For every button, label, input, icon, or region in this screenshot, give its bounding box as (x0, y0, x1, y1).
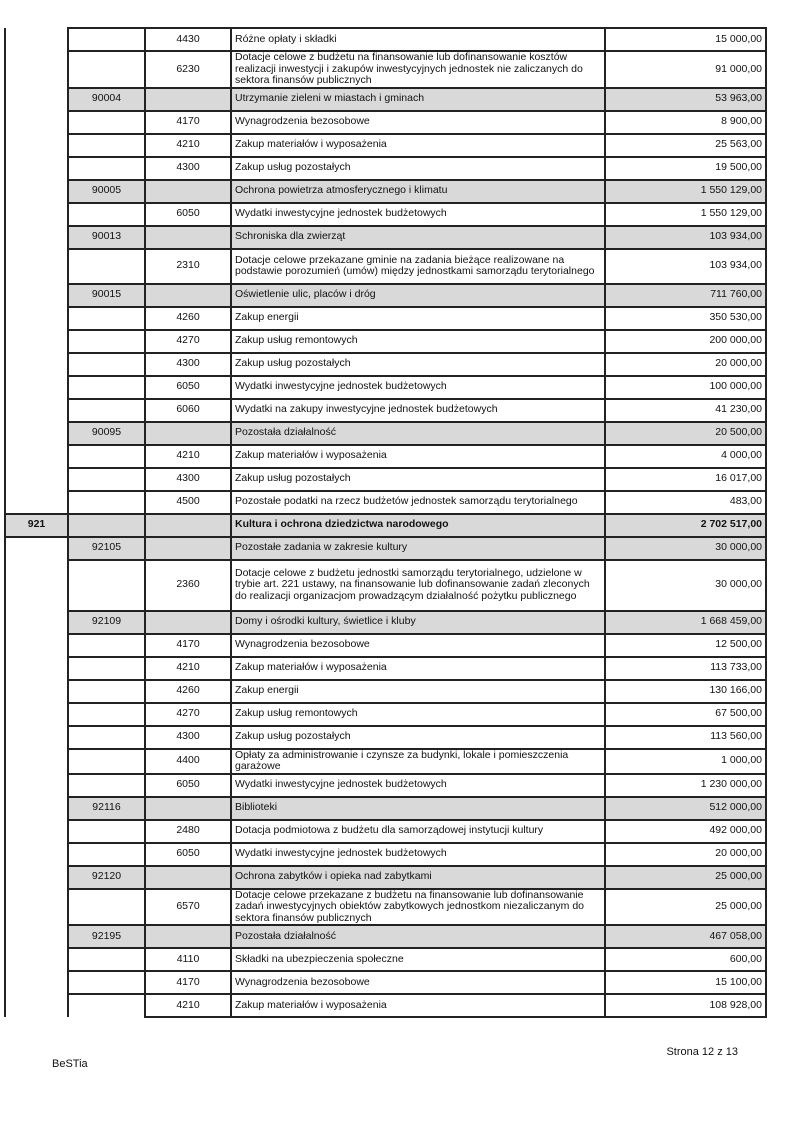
paragraf-cell (145, 226, 231, 249)
kwota-cell: 711 760,00 (605, 284, 766, 307)
dzial-cell (5, 560, 68, 611)
kwota-cell: 100 000,00 (605, 376, 766, 399)
kwota-cell: 467 058,00 (605, 925, 766, 948)
paragraf-cell (145, 180, 231, 203)
paragraf-row (5, 948, 766, 971)
paragraf-cell: 2310 (145, 249, 231, 284)
kwota-cell: 20 500,00 (605, 422, 766, 445)
paragraf-cell (145, 611, 231, 634)
dzial-cell (5, 157, 68, 180)
rozdzial-row (5, 797, 766, 820)
rozdzial-cell: 90015 (68, 284, 145, 307)
dzial-cell (5, 866, 68, 889)
rozdzial-cell: 90095 (68, 422, 145, 445)
nazwa-cell: Zakup usług remontowych (231, 330, 605, 353)
rozdzial-row (5, 226, 766, 249)
nazwa-cell: Dotacje celowe przekazane gminie na zadania bieżące realizowane na podstawie porozumień (umów) między jednostkami samorządu terytorialnego (231, 249, 605, 284)
kwota-cell: 113 733,00 (605, 657, 766, 680)
rozdzial-row (5, 422, 766, 445)
kwota-cell: 350 530,00 (605, 307, 766, 330)
paragraf-row (5, 157, 766, 180)
nazwa-cell: Zakup usług pozostałych (231, 157, 605, 180)
paragraf-cell: 4400 (145, 749, 231, 774)
dzial-cell (5, 889, 68, 926)
nazwa-cell: Składki na ubezpieczenia społeczne (231, 948, 605, 971)
rozdzial-cell (68, 703, 145, 726)
kwota-cell: 1 230 000,00 (605, 774, 766, 797)
paragraf-cell: 4430 (145, 28, 231, 51)
paragraf-cell (145, 88, 231, 111)
kwota-cell: 492 000,00 (605, 820, 766, 843)
nazwa-cell: Wydatki inwestycyjne jednostek budżetowych (231, 203, 605, 226)
rozdzial-cell (68, 468, 145, 491)
kwota-cell: 113 560,00 (605, 726, 766, 749)
nazwa-cell: Zakup materiałów i wyposażenia (231, 657, 605, 680)
paragraf-row (5, 491, 766, 514)
paragraf-cell: 4500 (145, 491, 231, 514)
rozdzial-cell (68, 307, 145, 330)
kwota-cell: 19 500,00 (605, 157, 766, 180)
dzial-cell (5, 307, 68, 330)
paragraf-row (5, 634, 766, 657)
paragraf-cell: 4170 (145, 634, 231, 657)
rozdzial-cell (68, 445, 145, 468)
paragraf-row (5, 657, 766, 680)
paragraf-cell: 4270 (145, 330, 231, 353)
paragraf-row (5, 51, 766, 88)
dzial-cell (5, 226, 68, 249)
nazwa-cell: Utrzymanie zieleni w miastach i gminach (231, 88, 605, 111)
kwota-cell: 53 963,00 (605, 88, 766, 111)
rozdzial-cell (68, 726, 145, 749)
paragraf-row (5, 399, 766, 422)
paragraf-cell: 4210 (145, 994, 231, 1017)
rozdzial-cell (68, 889, 145, 926)
paragraf-cell (145, 422, 231, 445)
paragraf-row (5, 376, 766, 399)
paragraf-cell: 4270 (145, 703, 231, 726)
rozdzial-cell (68, 111, 145, 134)
paragraf-cell: 4210 (145, 134, 231, 157)
kwota-cell: 1 000,00 (605, 749, 766, 774)
paragraf-row (5, 28, 766, 51)
rozdzial-row (5, 88, 766, 111)
nazwa-cell: Oświetlenie ulic, placów i dróg (231, 284, 605, 307)
nazwa-cell: Wynagrodzenia bezosobowe (231, 111, 605, 134)
dzial-cell (5, 948, 68, 971)
kwota-cell: 103 934,00 (605, 226, 766, 249)
nazwa-cell: Zakup materiałów i wyposażenia (231, 994, 605, 1017)
nazwa-cell: Ochrona zabytków i opieka nad zabytkami (231, 866, 605, 889)
paragraf-row (5, 749, 766, 774)
rozdzial-cell (68, 657, 145, 680)
nazwa-cell: Zakup energii (231, 307, 605, 330)
rozdzial-cell (68, 820, 145, 843)
dzial-cell: 921 (5, 514, 68, 537)
nazwa-cell: Różne opłaty i składki (231, 28, 605, 51)
dzial-cell (5, 797, 68, 820)
rozdzial-cell (68, 28, 145, 51)
dzial-cell (5, 134, 68, 157)
rozdzial-cell (68, 491, 145, 514)
dzial-cell (5, 680, 68, 703)
kwota-cell: 67 500,00 (605, 703, 766, 726)
footer-brand: BeSTia (52, 1058, 88, 1070)
dzial-cell (5, 634, 68, 657)
rozdzial-row (5, 925, 766, 948)
dzial-cell (5, 749, 68, 774)
kwota-cell: 16 017,00 (605, 468, 766, 491)
rozdzial-cell (68, 749, 145, 774)
rozdzial-cell: 92195 (68, 925, 145, 948)
rozdzial-cell (68, 514, 145, 537)
rozdzial-row (5, 611, 766, 634)
kwota-cell: 25 563,00 (605, 134, 766, 157)
paragraf-row (5, 560, 766, 611)
dzial-cell (5, 88, 68, 111)
nazwa-cell: Pozostałe zadania w zakresie kultury (231, 537, 605, 560)
kwota-cell: 2 702 517,00 (605, 514, 766, 537)
nazwa-cell: Opłaty za administrowanie i czynsze za budynki, lokale i pomieszczenia garażowe (231, 749, 605, 774)
kwota-cell: 600,00 (605, 948, 766, 971)
dzial-cell (5, 657, 68, 680)
dzial-cell (5, 111, 68, 134)
kwota-cell: 130 166,00 (605, 680, 766, 703)
paragraf-cell: 6050 (145, 376, 231, 399)
paragraf-row (5, 353, 766, 376)
rozdzial-cell (68, 330, 145, 353)
rozdzial-cell (68, 560, 145, 611)
dzial-cell (5, 537, 68, 560)
paragraf-row (5, 843, 766, 866)
paragraf-row (5, 134, 766, 157)
paragraf-cell: 4170 (145, 971, 231, 994)
dzial-cell (5, 399, 68, 422)
rozdzial-row (5, 866, 766, 889)
kwota-cell: 483,00 (605, 491, 766, 514)
paragraf-row (5, 249, 766, 284)
paragraf-cell: 6050 (145, 203, 231, 226)
page-number: Strona 12 z 13 (666, 1046, 738, 1058)
paragraf-cell: 6230 (145, 51, 231, 88)
dzial-cell (5, 703, 68, 726)
paragraf-cell: 4300 (145, 353, 231, 376)
paragraf-row (5, 703, 766, 726)
kwota-cell: 25 000,00 (605, 866, 766, 889)
paragraf-cell: 6050 (145, 774, 231, 797)
paragraf-cell: 6060 (145, 399, 231, 422)
paragraf-row (5, 726, 766, 749)
paragraf-cell: 4210 (145, 445, 231, 468)
paragraf-row (5, 203, 766, 226)
rozdzial-cell (68, 249, 145, 284)
dzial-cell (5, 468, 68, 491)
dzial-cell (5, 51, 68, 88)
paragraf-cell (145, 797, 231, 820)
kwota-cell: 25 000,00 (605, 889, 766, 926)
dzial-cell (5, 353, 68, 376)
paragraf-cell (145, 537, 231, 560)
dzial-cell (5, 376, 68, 399)
rozdzial-cell: 92105 (68, 537, 145, 560)
dzial-cell (5, 491, 68, 514)
nazwa-cell: Zakup energii (231, 680, 605, 703)
rozdzial-row (5, 180, 766, 203)
dzial-cell (5, 774, 68, 797)
paragraf-cell: 4300 (145, 468, 231, 491)
kwota-cell: 20 000,00 (605, 843, 766, 866)
nazwa-cell: Wydatki na zakupy inwestycyjne jednostek budżetowych (231, 399, 605, 422)
nazwa-cell: Kultura i ochrona dziedzictwa narodowego (231, 514, 605, 537)
rozdzial-cell: 90005 (68, 180, 145, 203)
nazwa-cell: Domy i ośrodki kultury, świetlice i kluby (231, 611, 605, 634)
kwota-cell: 1 550 129,00 (605, 203, 766, 226)
paragraf-row (5, 445, 766, 468)
rozdzial-cell (68, 134, 145, 157)
nazwa-cell: Wydatki inwestycyjne jednostek budżetowych (231, 843, 605, 866)
nazwa-cell: Wydatki inwestycyjne jednostek budżetowych (231, 376, 605, 399)
rozdzial-cell: 90013 (68, 226, 145, 249)
rozdzial-cell: 90004 (68, 88, 145, 111)
nazwa-cell: Ochrona powietrza atmosferycznego i klimatu (231, 180, 605, 203)
nazwa-cell: Pozostała działalność (231, 422, 605, 445)
paragraf-cell: 4300 (145, 157, 231, 180)
dzial-cell (5, 249, 68, 284)
rozdzial-cell (68, 843, 145, 866)
paragraf-cell (145, 866, 231, 889)
kwota-cell: 30 000,00 (605, 537, 766, 560)
kwota-cell: 200 000,00 (605, 330, 766, 353)
nazwa-cell: Schroniska dla zwierząt (231, 226, 605, 249)
rozdzial-row (5, 537, 766, 560)
nazwa-cell: Dotacje celowe z budżetu na finansowanie lub dofinansowanie kosztów realizacji inwestycji i zakupów inwestycyjnych jednostek nie zaliczanych do sektora finansów publicznych (231, 51, 605, 88)
paragraf-cell: 6570 (145, 889, 231, 926)
paragraf-row (5, 889, 766, 926)
dzial-cell (5, 971, 68, 994)
rozdzial-row (5, 284, 766, 307)
budget-table-body (5, 28, 766, 1017)
paragraf-row (5, 820, 766, 843)
dzial-cell (5, 843, 68, 866)
kwota-cell: 20 000,00 (605, 353, 766, 376)
nazwa-cell: Zakup usług pozostałych (231, 468, 605, 491)
dzial-row (5, 514, 766, 537)
paragraf-cell: 2480 (145, 820, 231, 843)
nazwa-cell: Dotacja podmiotowa z budżetu dla samorządowej instytucji kultury (231, 820, 605, 843)
dzial-cell (5, 330, 68, 353)
rozdzial-cell (68, 971, 145, 994)
nazwa-cell: Wydatki inwestycyjne jednostek budżetowych (231, 774, 605, 797)
nazwa-cell: Pozostałe podatki na rzecz budżetów jednostek samorządu terytorialnego (231, 491, 605, 514)
kwota-cell: 512 000,00 (605, 797, 766, 820)
kwota-cell: 15 000,00 (605, 28, 766, 51)
paragraf-cell (145, 925, 231, 948)
nazwa-cell: Wynagrodzenia bezosobowe (231, 634, 605, 657)
paragraf-row (5, 468, 766, 491)
nazwa-cell: Zakup usług pozostałych (231, 353, 605, 376)
paragraf-cell: 4110 (145, 948, 231, 971)
rozdzial-cell: 92116 (68, 797, 145, 820)
rozdzial-cell (68, 994, 145, 1017)
paragraf-cell: 4210 (145, 657, 231, 680)
paragraf-cell (145, 284, 231, 307)
kwota-cell: 108 928,00 (605, 994, 766, 1017)
nazwa-cell: Zakup materiałów i wyposażenia (231, 134, 605, 157)
paragraf-cell: 6050 (145, 843, 231, 866)
kwota-cell: 103 934,00 (605, 249, 766, 284)
rozdzial-cell (68, 680, 145, 703)
paragraf-row (5, 307, 766, 330)
nazwa-cell: Dotacje celowe przekazane z budżetu na finansowanie lub dofinansowanie zadań inwestycyjnych obiektów zabytkowych jednostkom niezaliczanym do sektora finansów publicznych (231, 889, 605, 926)
paragraf-row (5, 330, 766, 353)
rozdzial-cell (68, 399, 145, 422)
nazwa-cell: Biblioteki (231, 797, 605, 820)
nazwa-cell: Wynagrodzenia bezosobowe (231, 971, 605, 994)
kwota-cell: 12 500,00 (605, 634, 766, 657)
kwota-cell: 41 230,00 (605, 399, 766, 422)
paragraf-row (5, 994, 766, 1017)
paragraf-cell: 4300 (145, 726, 231, 749)
rozdzial-cell (68, 376, 145, 399)
budget-table (4, 27, 767, 1018)
dzial-cell (5, 925, 68, 948)
dzial-cell (5, 994, 68, 1017)
kwota-cell: 1 550 129,00 (605, 180, 766, 203)
rozdzial-cell (68, 634, 145, 657)
dzial-cell (5, 180, 68, 203)
dzial-cell (5, 611, 68, 634)
rozdzial-cell (68, 774, 145, 797)
paragraf-cell: 4260 (145, 680, 231, 703)
nazwa-cell: Pozostała działalność (231, 925, 605, 948)
paragraf-cell: 4170 (145, 111, 231, 134)
rozdzial-cell: 92109 (68, 611, 145, 634)
dzial-cell (5, 28, 68, 51)
kwota-cell: 30 000,00 (605, 560, 766, 611)
kwota-cell: 4 000,00 (605, 445, 766, 468)
rozdzial-cell (68, 353, 145, 376)
nazwa-cell: Dotacje celowe z budżetu jednostki samorządu terytorialnego, udzielone w trybie art. 221 ustawy, na finansowanie lub dofinansowanie zadań zleconych do realizacji organizacjom prowadzącym działalność pożytku publicznego (231, 560, 605, 611)
paragraf-cell: 2360 (145, 560, 231, 611)
nazwa-cell: Zakup usług remontowych (231, 703, 605, 726)
nazwa-cell: Zakup usług pozostałych (231, 726, 605, 749)
kwota-cell: 91 000,00 (605, 51, 766, 88)
dzial-cell (5, 445, 68, 468)
dzial-cell (5, 284, 68, 307)
dzial-cell (5, 203, 68, 226)
kwota-cell: 8 900,00 (605, 111, 766, 134)
rozdzial-cell: 92120 (68, 866, 145, 889)
rozdzial-cell (68, 157, 145, 180)
paragraf-row (5, 680, 766, 703)
paragraf-row (5, 111, 766, 134)
nazwa-cell: Zakup materiałów i wyposażenia (231, 445, 605, 468)
dzial-cell (5, 422, 68, 445)
paragraf-cell (145, 514, 231, 537)
rozdzial-cell (68, 948, 145, 971)
dzial-cell (5, 820, 68, 843)
kwota-cell: 15 100,00 (605, 971, 766, 994)
paragraf-row (5, 774, 766, 797)
paragraf-cell: 4260 (145, 307, 231, 330)
kwota-cell: 1 668 459,00 (605, 611, 766, 634)
rozdzial-cell (68, 51, 145, 88)
paragraf-row (5, 971, 766, 994)
dzial-cell (5, 726, 68, 749)
rozdzial-cell (68, 203, 145, 226)
